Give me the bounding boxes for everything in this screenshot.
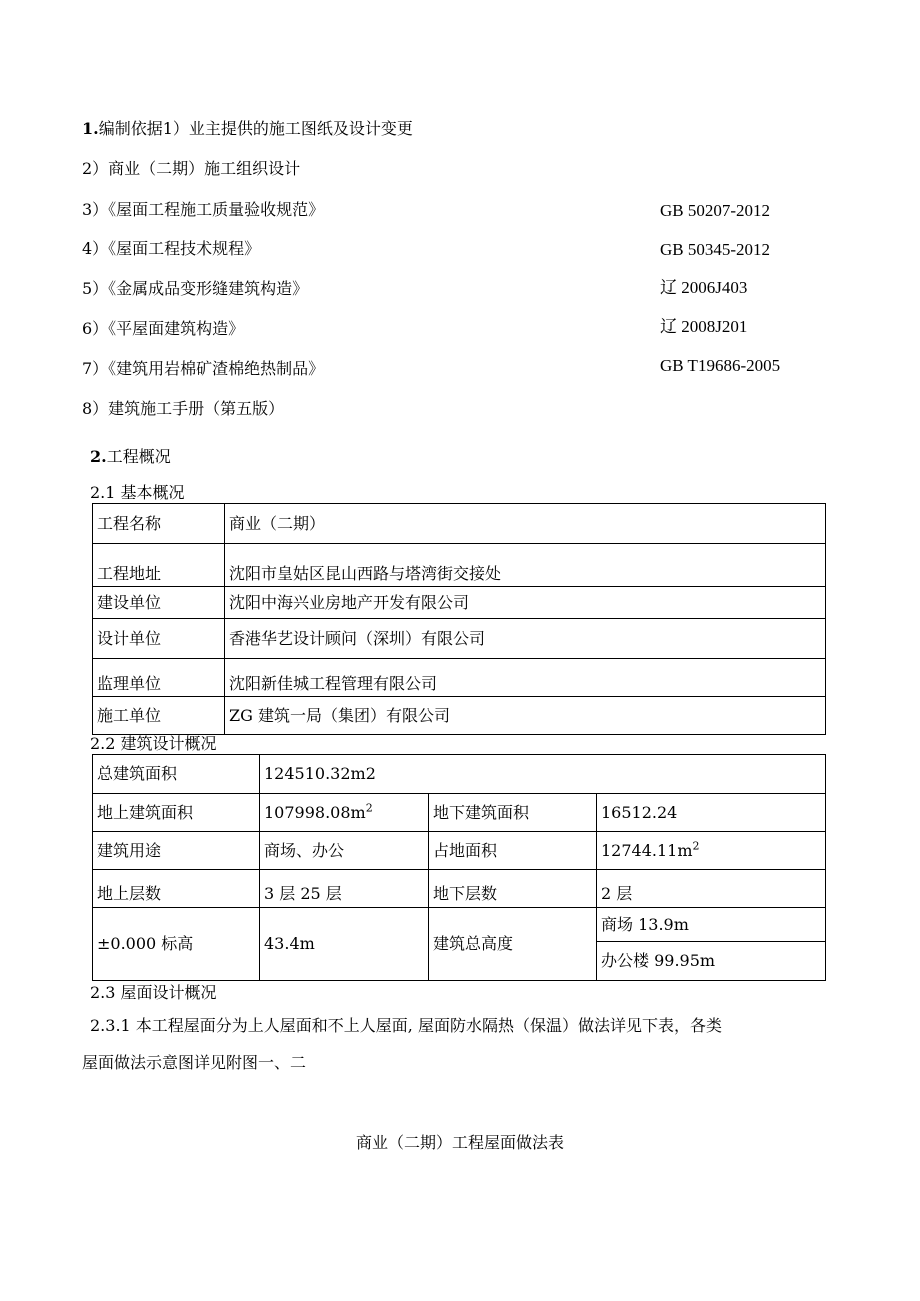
table-row	[93, 908, 826, 942]
cell-below-area-value: 16512.24	[597, 794, 826, 832]
cell-below-area-key: 地下建筑面积	[429, 794, 597, 832]
basis-item-6-standard: 辽 2008J201	[660, 317, 748, 336]
cell-height-mall: 商场 13.9m	[597, 908, 826, 942]
table-row	[93, 544, 826, 587]
cell-use-key: 建筑用途	[93, 832, 260, 870]
basis-item-5: 5）《金属成品变形缝建筑构造》	[82, 279, 309, 298]
basis-item-8: 8）建筑施工手册（第五版）	[82, 399, 285, 418]
cell-height-key: 建筑总高度	[429, 908, 597, 981]
basis-item-4: 4）《屋面工程技术规程》	[82, 239, 261, 258]
table-row	[93, 504, 826, 544]
section-1-number: 1.	[82, 119, 99, 138]
cell-use-value: 商场、办公	[260, 832, 429, 870]
basis-item-5-standard: 辽 2006J403	[660, 278, 748, 297]
basis-item-4-standard: GB 50345-2012	[660, 240, 771, 259]
cell-designer-value: 香港华艺设计顾问（深圳）有限公司	[225, 619, 826, 659]
cell-elevation-key: ±0.000 标高	[93, 908, 260, 981]
cell-designer-key: 设计单位	[93, 619, 225, 659]
cell-owner-key: 建设单位	[93, 587, 225, 619]
roof-overview-title: 2.3 屋面设计概况	[90, 983, 217, 1002]
cell-above-floors-key: 地上层数	[93, 870, 260, 908]
table-row	[93, 755, 826, 794]
basis-item-6: 6）《平屋面建筑构造》	[82, 319, 245, 338]
section-1-title: 编制依据	[98, 119, 163, 138]
cell-land-area-key: 占地面积	[429, 832, 597, 870]
cell-elevation-value: 43.4m	[260, 908, 429, 981]
basis-item-7-standard: GB T19686-2005	[660, 356, 781, 375]
land-area-number: 12744.11m	[601, 840, 693, 860]
cell-supervisor-value: 沈阳新佳城工程管理有限公司	[225, 659, 826, 697]
section-2-title: 工程概况	[106, 447, 171, 466]
cell-total-area-value: 124510.32m2	[260, 755, 826, 794]
cell-contractor-value: ZG 建筑一局（集团）有限公司	[225, 697, 826, 735]
cell-total-area-key: 总建筑面积	[93, 755, 260, 794]
cell-above-area-key: 地上建筑面积	[93, 794, 260, 832]
basic-overview-title: 2.1 基本概况	[90, 483, 185, 502]
table-row	[93, 697, 826, 735]
cell-height-office: 办公楼 99.95m	[597, 942, 826, 981]
roof-paragraph-line-2: 屋面做法示意图详见附图一、二	[82, 1053, 307, 1072]
basic-overview-table	[92, 503, 826, 735]
cell-project-name-key: 工程名称	[93, 504, 225, 544]
roof-paragraph-line-1: 2.3.1 本工程屋面分为上人屋面和不上人屋面, 屋面防水隔热（保温）做法详见下表，各类	[90, 1016, 722, 1035]
cell-land-area-value	[597, 832, 826, 870]
section-1-heading	[82, 119, 413, 139]
cell-project-name-value: 商业（二期）	[225, 504, 826, 544]
roof-table-caption: 商业（二期）工程屋面做法表	[355, 1133, 564, 1152]
section-2-heading	[90, 447, 171, 467]
section-2-number: 2.	[90, 447, 107, 466]
table-row	[93, 832, 826, 870]
land-area-unit-sup: 2	[692, 839, 700, 853]
table-row	[93, 794, 826, 832]
above-area-unit-sup: 2	[365, 801, 373, 815]
basis-item-3: 3）《屋面工程施工质量验收规范》	[82, 200, 325, 219]
table-row	[93, 587, 826, 619]
cell-below-floors-key: 地下层数	[429, 870, 597, 908]
cell-address-value: 沈阳市皇姑区昆山西路与塔湾街交接处	[225, 544, 826, 587]
cell-contractor-key: 施工单位	[93, 697, 225, 735]
basis-item-7: 7）《建筑用岩棉矿渣棉绝热制品》	[82, 359, 325, 378]
cell-below-floors-value: 2 层	[597, 870, 826, 908]
cell-owner-value: 沈阳中海兴业房地产开发有限公司	[225, 587, 826, 619]
table-row	[93, 659, 826, 697]
cell-supervisor-key: 监理单位	[93, 659, 225, 697]
basis-item-2: 2）商业（二期）施工组织设计	[82, 159, 301, 178]
cell-address-key: 工程地址	[93, 544, 225, 587]
above-area-number: 107998.08m	[264, 802, 366, 822]
arch-overview-title: 2.2 建筑设计概况	[90, 734, 217, 753]
table-row	[93, 870, 826, 908]
table-row	[93, 619, 826, 659]
arch-overview-table	[92, 754, 826, 981]
cell-above-floors-value: 3 层 25 层	[260, 870, 429, 908]
basis-item-3-standard: GB 50207-2012	[660, 201, 771, 220]
cell-above-area-value	[260, 794, 429, 832]
basis-item-1: 1）业主提供的施工图纸及设计变更	[162, 119, 413, 138]
